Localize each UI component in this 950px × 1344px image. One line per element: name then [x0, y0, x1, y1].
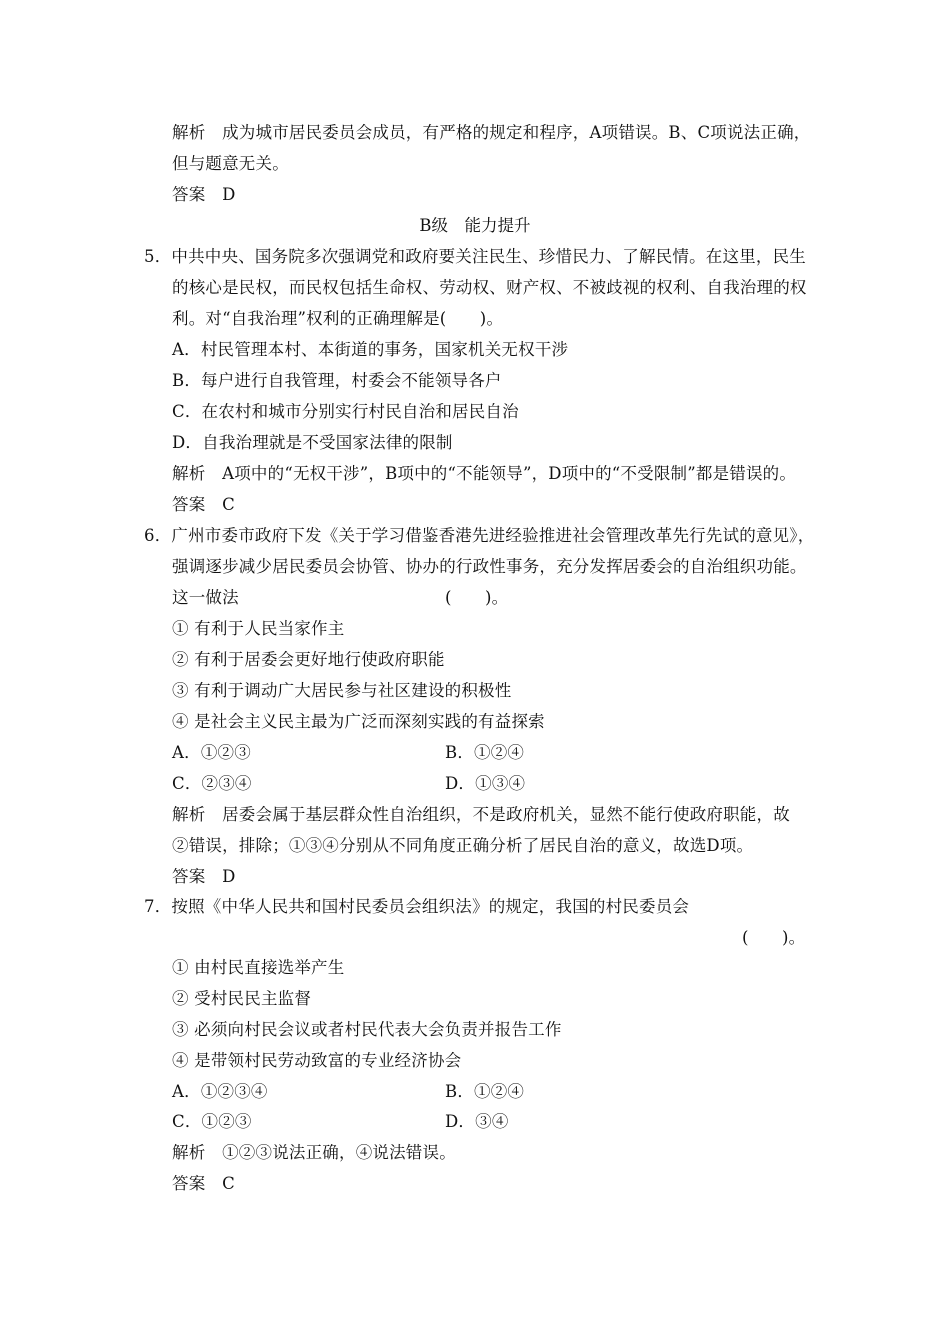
prev-analysis-line-2: 但与题意无关。 — [172, 154, 289, 173]
q6-option-b: B．①②④ — [445, 743, 525, 762]
q6-item-3: ③ 有利于调动广大居民参与社区建设的积极性 — [172, 681, 512, 700]
q7-stem: 7．按照《中华人民共和国村民委员会组织法》的规定，我国的村民委员会 — [144, 897, 690, 916]
q5-option-c: C．在农村和城市分别实行村民自治和居民自治 — [172, 402, 519, 421]
q7-item-3: ③ 必须向村民会议或者村民代表大会负责并报告工作 — [172, 1020, 562, 1039]
q6-analysis-line-1: 解析 居委会属于基层群众性自治组织，不是政府机关，显然不能行使政府职能，故 — [172, 805, 790, 824]
q6-option-d: D．①③④ — [445, 774, 526, 793]
q6-option-a: A．①②③ — [172, 743, 251, 762]
q7-option-b: B．①②④ — [445, 1082, 525, 1101]
q6-analysis-line-2: ②错误，排除；①③④分别从不同角度正确分析了居民自治的意义，故选D项。 — [172, 836, 754, 855]
q5-option-b: B．每户进行自我管理，村委会不能领导各户 — [172, 371, 502, 390]
q5-stem-line-1: 5．中共中央、国务院多次强调党和政府要关注民生、珍惜民力、了解民情。在这里，民生 — [144, 247, 806, 266]
q6-stem-line-1: 6．广州市委市政府下发《关于学习借鉴香港先进经验推进社会管理改革先行先试的意见》， — [144, 526, 815, 545]
q5-analysis: 解析 A项中的“无权干涉”，B项中的“不能领导”，D项中的“不受限制”都是错误的。 — [172, 464, 797, 483]
q6-item-2: ② 有利于居委会更好地行使政府职能 — [172, 650, 445, 669]
q7-item-2: ② 受村民民主监督 — [172, 989, 312, 1008]
q5-stem-line-2: 的核心是民权，而民权包括生命权、劳动权、财产权、不被歧视的权利、自我治理的权 — [172, 278, 807, 297]
q5-option-d: D．自我治理就是不受国家法律的限制 — [172, 433, 453, 452]
q6-answer-blank: ( )。 — [445, 588, 509, 607]
q5-option-a: A．村民管理本村、本街道的事务，国家机关无权干涉 — [172, 340, 569, 359]
q5-answer: 答案 C — [172, 495, 235, 514]
q7-option-a: A．①②③④ — [172, 1082, 268, 1101]
q7-option-c: C．①②③ — [172, 1112, 252, 1131]
q5-stem-line-3: 利。对“自我治理”权利的正确理解是( )。 — [172, 309, 504, 328]
prev-answer: 答案 D — [172, 185, 236, 204]
q6-item-1: ① 有利于人民当家作主 — [172, 619, 345, 638]
q6-option-c: C．②③④ — [172, 774, 252, 793]
q7-analysis: 解析 ①②③说法正确，④说法错误。 — [172, 1143, 456, 1162]
q7-answer: 答案 C — [172, 1174, 235, 1193]
prev-analysis-line-1: 解析 成为城市居民委员会成员，有严格的规定和程序，A项错误。B、C项说法正确， — [172, 123, 811, 142]
q7-option-d: D．③④ — [445, 1112, 509, 1131]
q6-stem-line-2: 强调逐步减少居民委员会协管、协办的行政性事务，充分发挥居委会的自治组织功能。 — [172, 557, 807, 576]
q7-item-1: ① 由村民直接选举产生 — [172, 958, 345, 977]
q6-stem-line-3: 这一做法 — [172, 588, 239, 607]
q7-item-4: ④ 是带领村民劳动致富的专业经济协会 — [172, 1051, 462, 1070]
q6-answer: 答案 D — [172, 867, 236, 886]
q7-answer-blank: ( )。 — [742, 928, 806, 947]
section-title: B级 能力提升 — [419, 216, 531, 235]
q6-item-4: ④ 是社会主义民主最为广泛而深刻实践的有益探索 — [172, 712, 545, 731]
